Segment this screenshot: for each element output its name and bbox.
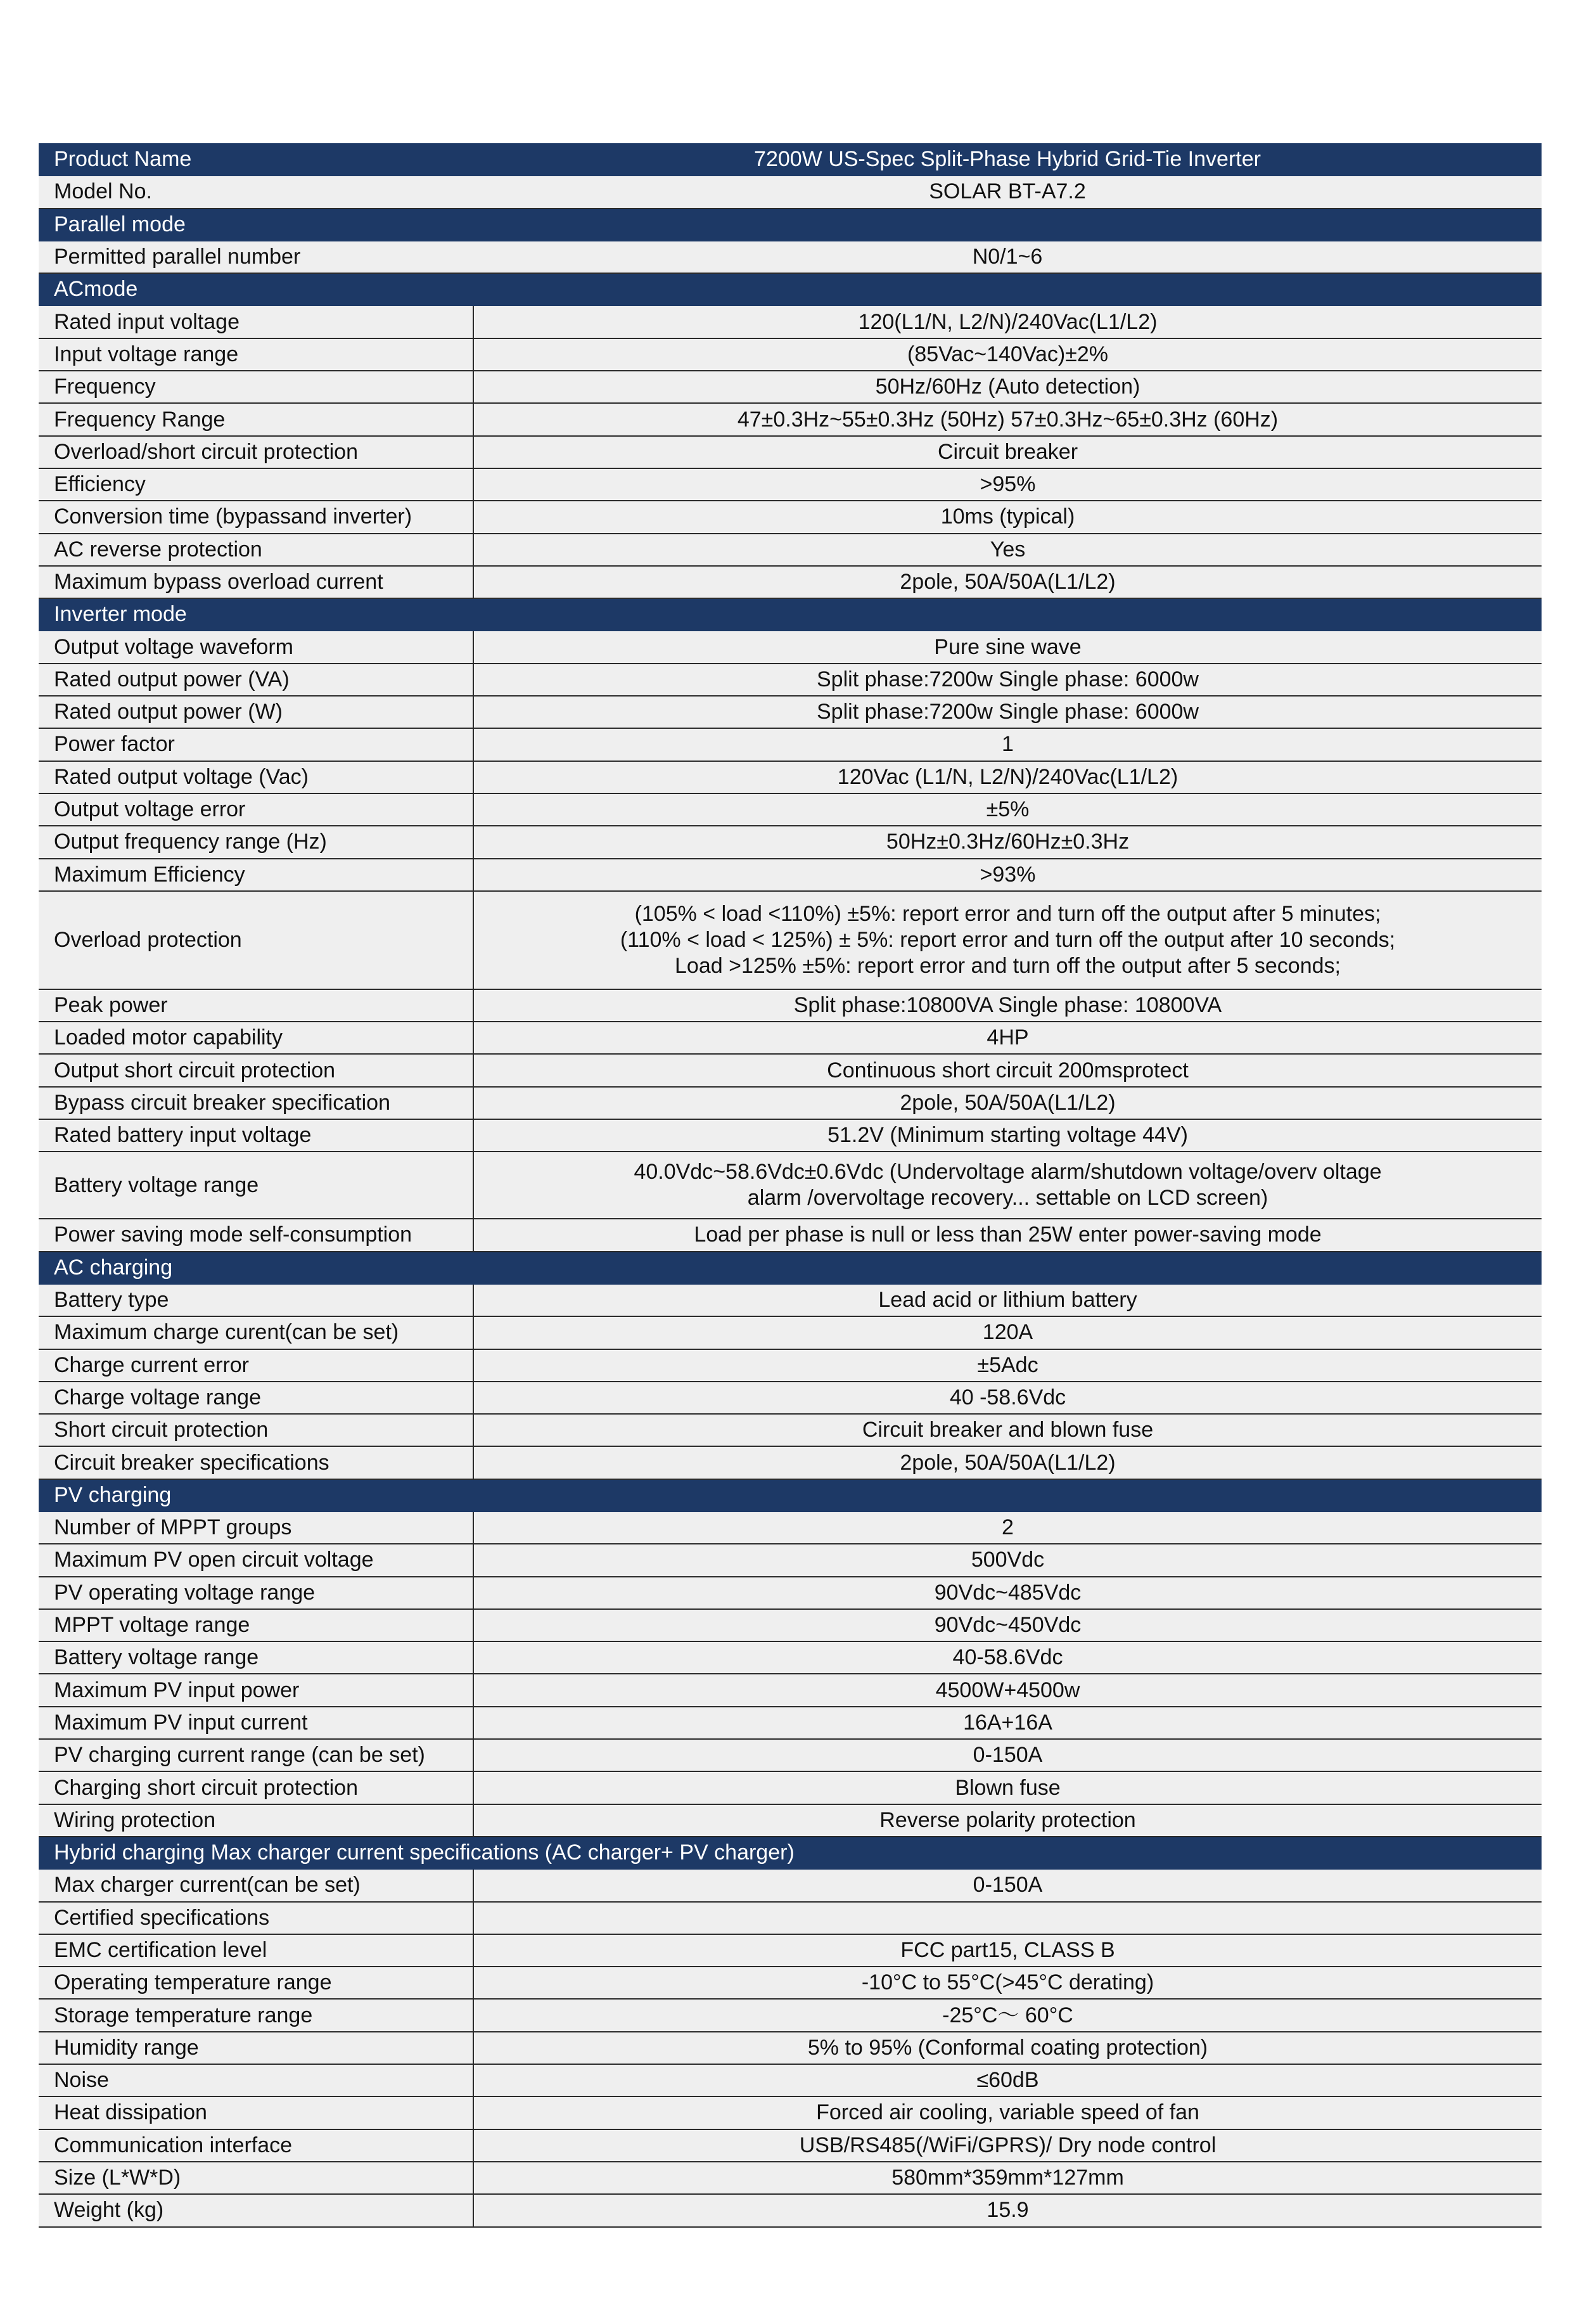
product-name-row <box>39 143 1542 176</box>
spec-label: Product Name <box>39 143 473 176</box>
spec-value: Blown fuse <box>473 1771 1542 1804</box>
spec-label: Permitted parallel number <box>39 241 473 273</box>
spec-row <box>39 664 1542 696</box>
spec-label: Maximum PV input power <box>39 1674 473 1706</box>
spec-row <box>39 2162 1542 2194</box>
spec-value: 50Hz/60Hz (Auto detection) <box>473 371 1542 403</box>
spec-label: Maximum PV open circuit voltage <box>39 1544 473 1576</box>
spec-value: Yes <box>473 534 1542 566</box>
spec-value: 2 <box>473 1512 1542 1544</box>
spec-row <box>39 859 1542 891</box>
spec-row <box>39 1771 1542 1804</box>
spec-row <box>39 566 1542 598</box>
spec-label: Rated battery input voltage <box>39 1119 473 1152</box>
spec-label: Rated input voltage <box>39 305 473 338</box>
spec-value: Split phase:7200w Single phase: 6000w <box>473 664 1542 696</box>
spec-row <box>39 1967 1542 1999</box>
spec-row <box>39 436 1542 468</box>
spec-label: PV operating voltage range <box>39 1577 473 1609</box>
spec-row <box>39 989 1542 1022</box>
spec-label: Output frequency range (Hz) <box>39 826 473 858</box>
section-title: PV charging <box>39 1479 1542 1512</box>
spec-label: Number of MPPT groups <box>39 1512 473 1544</box>
spec-value: USB/RS485(/WiFi/GPRS)/ Dry node control <box>473 2129 1542 2162</box>
spec-value: 15.9 <box>473 2194 1542 2226</box>
spec-label: Heat dissipation <box>39 2096 473 2129</box>
spec-label: Battery voltage range <box>39 1641 473 1674</box>
spec-label: Weight (kg) <box>39 2194 473 2226</box>
spec-value: SOLAR BT-A7.2 <box>473 176 1542 208</box>
spec-row <box>39 1707 1542 1739</box>
spec-label: Maximum PV input current <box>39 1707 473 1739</box>
section-title: Hybrid charging Max charger current specifications (AC charger+ PV charger) <box>39 1837 1542 1869</box>
spec-value: 90Vdc~450Vdc <box>473 1609 1542 1641</box>
spec-row <box>39 1641 1542 1674</box>
section-title: Inverter mode <box>39 598 1542 631</box>
spec-value: 40-58.6Vdc <box>473 1641 1542 1674</box>
spec-table-body <box>39 143 1542 2227</box>
spec-label: Overload protection <box>39 891 473 989</box>
spec-row <box>39 1739 1542 1771</box>
spec-label: Operating temperature range <box>39 1967 473 1999</box>
spec-value: ±5Adc <box>473 1349 1542 1382</box>
spec-value: 47±0.3Hz~55±0.3Hz (50Hz) 57±0.3Hz~65±0.3Hz (60Hz) <box>473 403 1542 435</box>
spec-value: ±5% <box>473 793 1542 826</box>
section-header-row <box>39 273 1542 305</box>
spec-table <box>39 143 1542 2228</box>
spec-value: 580mm*359mm*127mm <box>473 2162 1542 2194</box>
spec-value: 0-150A <box>473 1869 1542 1901</box>
spec-row <box>39 1544 1542 1576</box>
spec-row <box>39 1219 1542 1251</box>
spec-label: PV charging current range (can be set) <box>39 1739 473 1771</box>
spec-value: Continuous short circuit 200msprotect <box>473 1054 1542 1086</box>
spec-value: Load per phase is null or less than 25W enter power-saving mode <box>473 1219 1542 1251</box>
section-title: Parallel mode <box>39 209 1542 241</box>
spec-value <box>473 1902 1542 1934</box>
spec-label: Max charger current(can be set) <box>39 1869 473 1901</box>
spec-row <box>39 891 1542 989</box>
spec-value: 7200W US-Spec Split-Phase Hybrid Grid-Tie Inverter <box>473 143 1542 176</box>
spec-row <box>39 1119 1542 1152</box>
spec-value: Split phase:10800VA Single phase: 10800VA <box>473 989 1542 1022</box>
spec-label: Output voltage waveform <box>39 631 473 663</box>
spec-row <box>39 1054 1542 1086</box>
spec-value-line: alarm /overvoltage recovery... settable on LCD screen) <box>747 1186 1268 1210</box>
spec-label: Bypass circuit breaker specification <box>39 1087 473 1119</box>
spec-label: Frequency Range <box>39 403 473 435</box>
spec-value <box>473 891 1542 989</box>
spec-value: Forced air cooling, variable speed of fan <box>473 2096 1542 2129</box>
spec-row <box>39 2032 1542 2064</box>
spec-label: Storage temperature range <box>39 1999 473 2031</box>
spec-label: Size (L*W*D) <box>39 2162 473 2194</box>
spec-row <box>39 761 1542 793</box>
section-title: ACmode <box>39 273 1542 305</box>
spec-value: 16A+16A <box>473 1707 1542 1739</box>
spec-label: Power saving mode self-consumption <box>39 1219 473 1251</box>
spec-value: 50Hz±0.3Hz/60Hz±0.3Hz <box>473 826 1542 858</box>
spec-row <box>39 793 1542 826</box>
spec-row <box>39 826 1542 858</box>
spec-label: Overload/short circuit protection <box>39 436 473 468</box>
spec-row <box>39 1512 1542 1544</box>
spec-row <box>39 2096 1542 2129</box>
spec-row <box>39 176 1542 208</box>
spec-label: AC reverse protection <box>39 534 473 566</box>
spec-row <box>39 1414 1542 1446</box>
spec-row <box>39 1869 1542 1901</box>
spec-value: Reverse polarity protection <box>473 1804 1542 1837</box>
spec-value: >93% <box>473 859 1542 891</box>
spec-label: Rated output power (W) <box>39 696 473 728</box>
spec-row <box>39 631 1542 663</box>
spec-label: Loaded motor capability <box>39 1022 473 1054</box>
spec-row <box>39 1446 1542 1479</box>
spec-row <box>39 2064 1542 2096</box>
spec-row <box>39 241 1542 273</box>
spec-label: Output voltage error <box>39 793 473 826</box>
section-header-row <box>39 598 1542 631</box>
spec-row <box>39 1609 1542 1641</box>
spec-value-line: (110% < load < 125%) ± 5%: report error and turn off the output after 10 seconds; <box>620 927 1396 952</box>
spec-value: 10ms (typical) <box>473 501 1542 533</box>
spec-value-line: Load >125% ±5%: report error and turn off the output after 5 seconds; <box>675 953 1341 978</box>
spec-label: Peak power <box>39 989 473 1022</box>
spec-value: 5% to 95% (Conformal coating protection) <box>473 2032 1542 2064</box>
spec-value: 2pole, 50A/50A(L1/L2) <box>473 1446 1542 1479</box>
spec-label: Maximum charge curent(can be set) <box>39 1316 473 1349</box>
spec-label: Power factor <box>39 728 473 761</box>
spec-value: 4HP <box>473 1022 1542 1054</box>
spec-value: 500Vdc <box>473 1544 1542 1576</box>
spec-value: Lead acid or lithium battery <box>473 1284 1542 1316</box>
spec-label: Maximum Efficiency <box>39 859 473 891</box>
spec-label: Noise <box>39 2064 473 2096</box>
spec-row <box>39 501 1542 533</box>
spec-row <box>39 2194 1542 2226</box>
spec-value: N0/1~6 <box>473 241 1542 273</box>
spec-value: Circuit breaker and blown fuse <box>473 1414 1542 1446</box>
spec-label: Model No. <box>39 176 473 208</box>
spec-value: 1 <box>473 728 1542 761</box>
spec-value: 51.2V (Minimum starting voltage 44V) <box>473 1119 1542 1152</box>
spec-row <box>39 1382 1542 1414</box>
spec-row <box>39 1804 1542 1837</box>
spec-value <box>473 1152 1542 1219</box>
spec-label: Output short circuit protection <box>39 1054 473 1086</box>
spec-label: EMC certification level <box>39 1934 473 1967</box>
spec-row <box>39 403 1542 435</box>
spec-value-line: 40.0Vdc~58.6Vdc±0.6Vdc (Undervoltage alarm/shutdown voltage/overv oltage <box>634 1160 1382 1184</box>
spec-label: Charge current error <box>39 1349 473 1382</box>
spec-row <box>39 1577 1542 1609</box>
spec-label: Rated output voltage (Vac) <box>39 761 473 793</box>
spec-value: 40 -58.6Vdc <box>473 1382 1542 1414</box>
spec-label: MPPT voltage range <box>39 1609 473 1641</box>
spec-label: Communication interface <box>39 2129 473 2162</box>
spec-row <box>39 305 1542 338</box>
spec-value: ≤60dB <box>473 2064 1542 2096</box>
spec-value: 120Vac (L1/N, L2/N)/240Vac(L1/L2) <box>473 761 1542 793</box>
spec-label: Rated output power (VA) <box>39 664 473 696</box>
spec-value: Split phase:7200w Single phase: 6000w <box>473 696 1542 728</box>
spec-value: 2pole, 50A/50A(L1/L2) <box>473 1087 1542 1119</box>
section-title: AC charging <box>39 1252 1542 1284</box>
spec-row <box>39 338 1542 371</box>
spec-row <box>39 1152 1542 1219</box>
spec-label: Efficiency <box>39 468 473 501</box>
spec-value-line: (105% < load <110%) ±5%: report error and turn off the output after 5 minutes; <box>634 901 1381 926</box>
spec-row <box>39 2129 1542 2162</box>
section-header-row <box>39 1479 1542 1512</box>
spec-row <box>39 1316 1542 1349</box>
spec-label: Charging short circuit protection <box>39 1771 473 1804</box>
spec-value: 120A <box>473 1316 1542 1349</box>
spec-value: Pure sine wave <box>473 631 1542 663</box>
section-header-row <box>39 209 1542 241</box>
spec-label: Battery type <box>39 1284 473 1316</box>
spec-row <box>39 1902 1542 1934</box>
spec-value: (85Vac~140Vac)±2% <box>473 338 1542 371</box>
spec-value: 0-150A <box>473 1739 1542 1771</box>
section-header-row <box>39 1837 1542 1869</box>
spec-label: Wiring protection <box>39 1804 473 1837</box>
spec-label: Frequency <box>39 371 473 403</box>
spec-value: -10°C to 55°C(>45°C derating) <box>473 1967 1542 1999</box>
spec-value: 4500W+4500w <box>473 1674 1542 1706</box>
spec-row <box>39 1284 1542 1316</box>
spec-row <box>39 371 1542 403</box>
spec-value: >95% <box>473 468 1542 501</box>
spec-value: 90Vdc~485Vdc <box>473 1577 1542 1609</box>
spec-label: Circuit breaker specifications <box>39 1446 473 1479</box>
spec-value: Circuit breaker <box>473 436 1542 468</box>
section-header-row <box>39 1252 1542 1284</box>
spec-label: Input voltage range <box>39 338 473 371</box>
spec-label: Battery voltage range <box>39 1152 473 1219</box>
spec-row <box>39 1999 1542 2031</box>
spec-row <box>39 1022 1542 1054</box>
spec-value: 120(L1/N, L2/N)/240Vac(L1/L2) <box>473 305 1542 338</box>
spec-value: 2pole, 50A/50A(L1/L2) <box>473 566 1542 598</box>
spec-value: FCC part15, CLASS B <box>473 1934 1542 1967</box>
spec-label: Maximum bypass overload current <box>39 566 473 598</box>
spec-value: -25°C～ 60°C <box>473 1999 1542 2031</box>
spec-label: Humidity range <box>39 2032 473 2064</box>
spec-row <box>39 534 1542 566</box>
spec-row <box>39 1674 1542 1706</box>
spec-row <box>39 696 1542 728</box>
spec-label: Short circuit protection <box>39 1414 473 1446</box>
spec-row <box>39 728 1542 761</box>
spec-row <box>39 468 1542 501</box>
spec-label: Charge voltage range <box>39 1382 473 1414</box>
spec-row <box>39 1934 1542 1967</box>
spec-label: Conversion time (bypassand inverter) <box>39 501 473 533</box>
spec-label: Certified specifications <box>39 1902 473 1934</box>
spec-row <box>39 1087 1542 1119</box>
spec-row <box>39 1349 1542 1382</box>
